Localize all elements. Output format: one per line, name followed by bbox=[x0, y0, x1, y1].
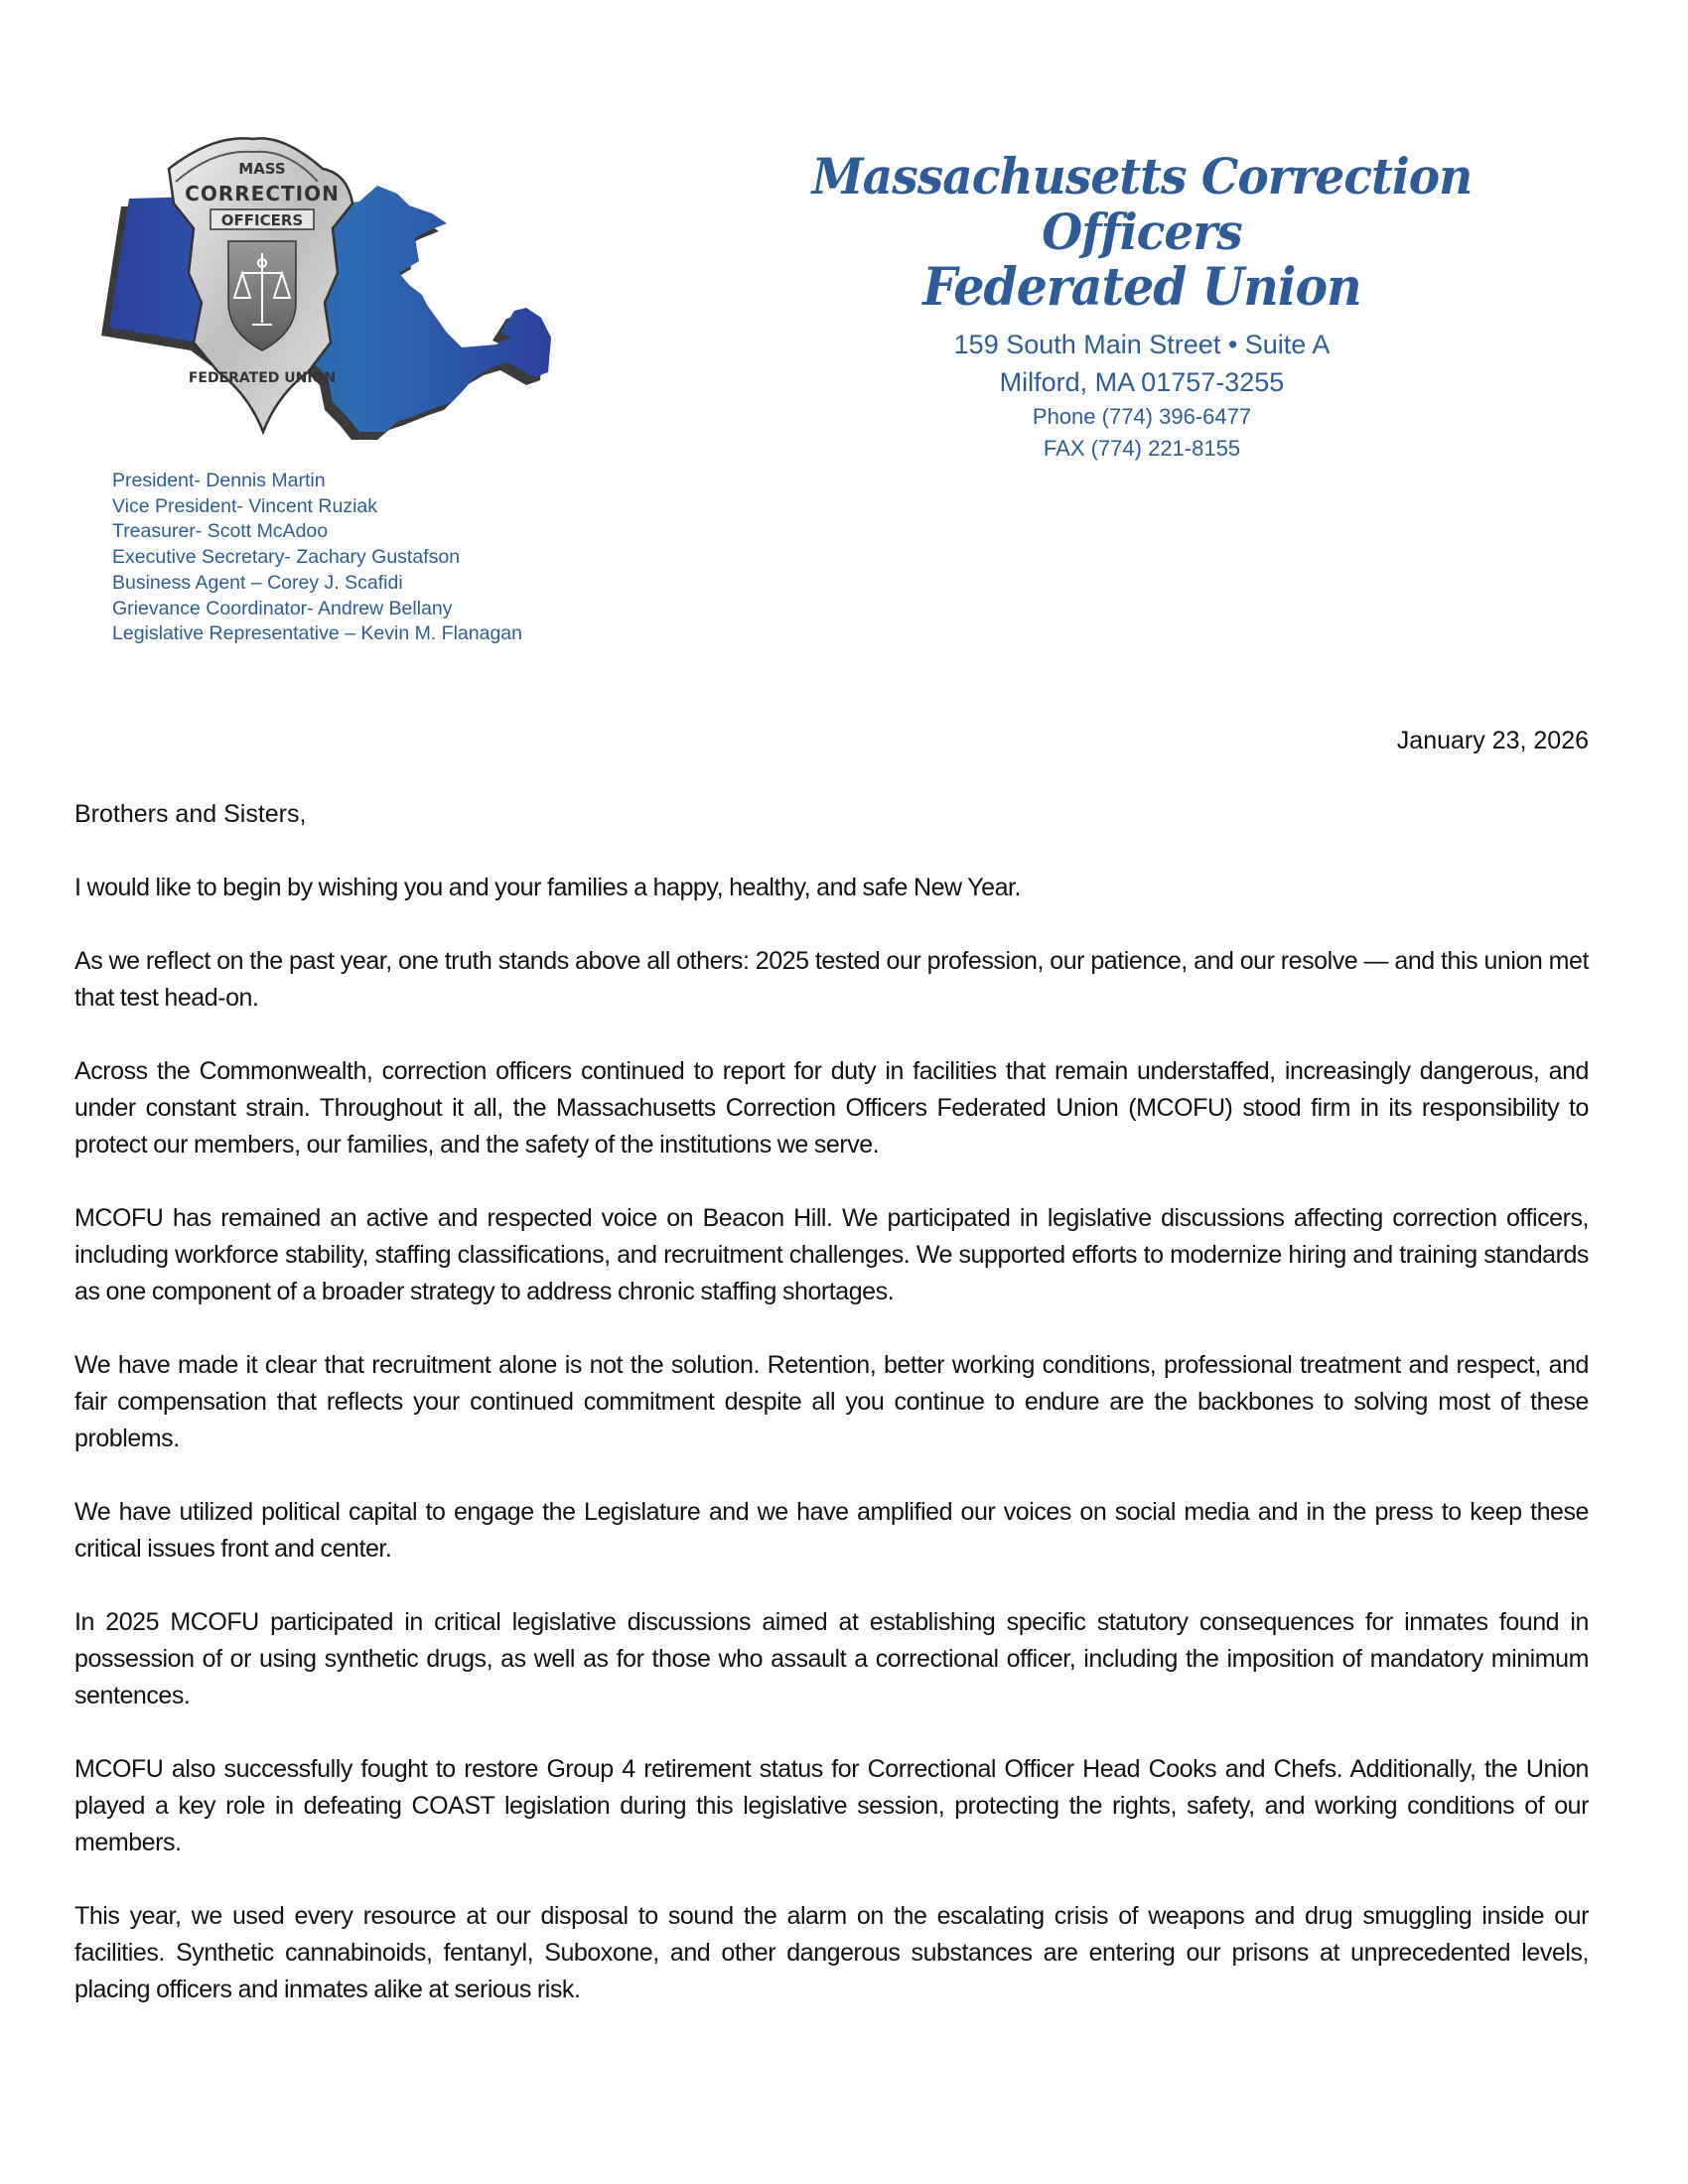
officer-legislative-representative: Legislative Representative – Kevin M. Flanagan bbox=[112, 622, 522, 645]
svg-text:OFFICERS: OFFICERS bbox=[220, 211, 304, 229]
address-street: 159 South Main Street • Suite A bbox=[953, 330, 1331, 359]
paragraph-9: This year, we used every resource at our disposal to sound the alarm on the escalating crisis of weapons and drug smuggling inside our facilities. Synthetic cannabinoids, fentanyl, Suboxone, and other dangerous substances are entering our prisons at unprecedented levels, placing officers and inmates alike at serious risk. bbox=[74, 1902, 1589, 2003]
officer-president: President- Dennis Martin bbox=[112, 470, 326, 491]
svg-text:CORRECTION: CORRECTION bbox=[185, 182, 340, 205]
paragraph-1: I would like to begin by wishing you and your families a happy, healthy, and safe New Year. bbox=[74, 874, 1022, 901]
salutation: Brothers and Sisters, bbox=[74, 800, 307, 828]
fax-number: FAX (774) 221-8155 bbox=[1043, 436, 1241, 461]
badge-map-icon bbox=[99, 134, 581, 442]
address-city: Milford, MA 01757-3255 bbox=[999, 367, 1285, 397]
letter-body bbox=[74, 723, 1589, 2045]
paragraph-8: MCOFU also successfully fought to restore Group 4 retirement status for Correctional Officer Head Cooks and Chefs. Additionally, the Union played a key role in defeating COAST legislation during this legislative session, protecting the rights, safety, and working conditions of our members. bbox=[74, 1755, 1589, 1856]
officer-business-agent: Business Agent – Corey J. Scafidi bbox=[112, 571, 403, 594]
officer-treasurer: Treasurer- Scott McAdoo bbox=[112, 520, 329, 543]
org-name-line2: Federated Union bbox=[922, 257, 1361, 318]
paragraph-5: We have made it clear that recruitment alone is not the solution. Retention, better working conditions, professional treatment and respect, and fair compensation that reflects your continued commitment despite all you continue to endure are the backbones to solving most of these problems. bbox=[74, 1351, 1589, 1452]
union-logo bbox=[99, 134, 581, 442]
paragraph-7: In 2025 MCOFU participated in critical legislative discussions aimed at establishing specific statutory consequences for inmates found in possession of or using synthetic drugs, as well as for those who assault a correctional officer, including the imposition of mandatory minimum sentences. bbox=[74, 1608, 1589, 1709]
paragraph-4: MCOFU has remained an active and respected voice on Beacon Hill. We participated in legislative discussions affecting correction officers, including workforce stability, staffing classifications, and recruitment challenges. We supported efforts to modernize hiring and training standards as one component of a broader strategy to address chronic staffing shortages. bbox=[74, 1204, 1589, 1305]
officer-grievance-coordinator: Grievance Coordinator- Andrew Bellany bbox=[112, 597, 453, 619]
org-name-line1: Massachusetts Correction Officers bbox=[811, 147, 1473, 261]
officer-vice-president: Vice President- Vincent Ruziak bbox=[112, 494, 378, 517]
paragraph-6: We have utilized political capital to engage the Legislature and we have amplified our voices on social media and in the press to keep these critical issues front and center. bbox=[74, 1498, 1589, 1563]
badge-text-mass: MASS bbox=[238, 160, 286, 178]
svg-text:FEDERATED UNION: FEDERATED UNION bbox=[188, 370, 337, 386]
officers-list bbox=[112, 469, 522, 647]
paragraph-2: As we reflect on the past year, one truth stands above all others: 2025 tested our profession, our patience, and our resolve — and this union met that test head-on. bbox=[74, 947, 1589, 1012]
phone-number: Phone (774) 396-6477 bbox=[1032, 404, 1252, 429]
paragraph-3: Across the Commonwealth, correction officers continued to report for duty in facilities that remain understaffed, increasingly dangerous, and under constant strain. Throughout it all, the Massachusetts Correction Officers Federated Union (MCOFU) stood firm in its responsibility to protect our members, our families, and the safety of the institutions we serve. bbox=[74, 1057, 1589, 1159]
letterhead bbox=[695, 149, 1589, 465]
officer-executive-secretary: Executive Secretary- Zachary Gustafson bbox=[112, 546, 461, 569]
letter-date: January 23, 2026 bbox=[1396, 727, 1589, 754]
